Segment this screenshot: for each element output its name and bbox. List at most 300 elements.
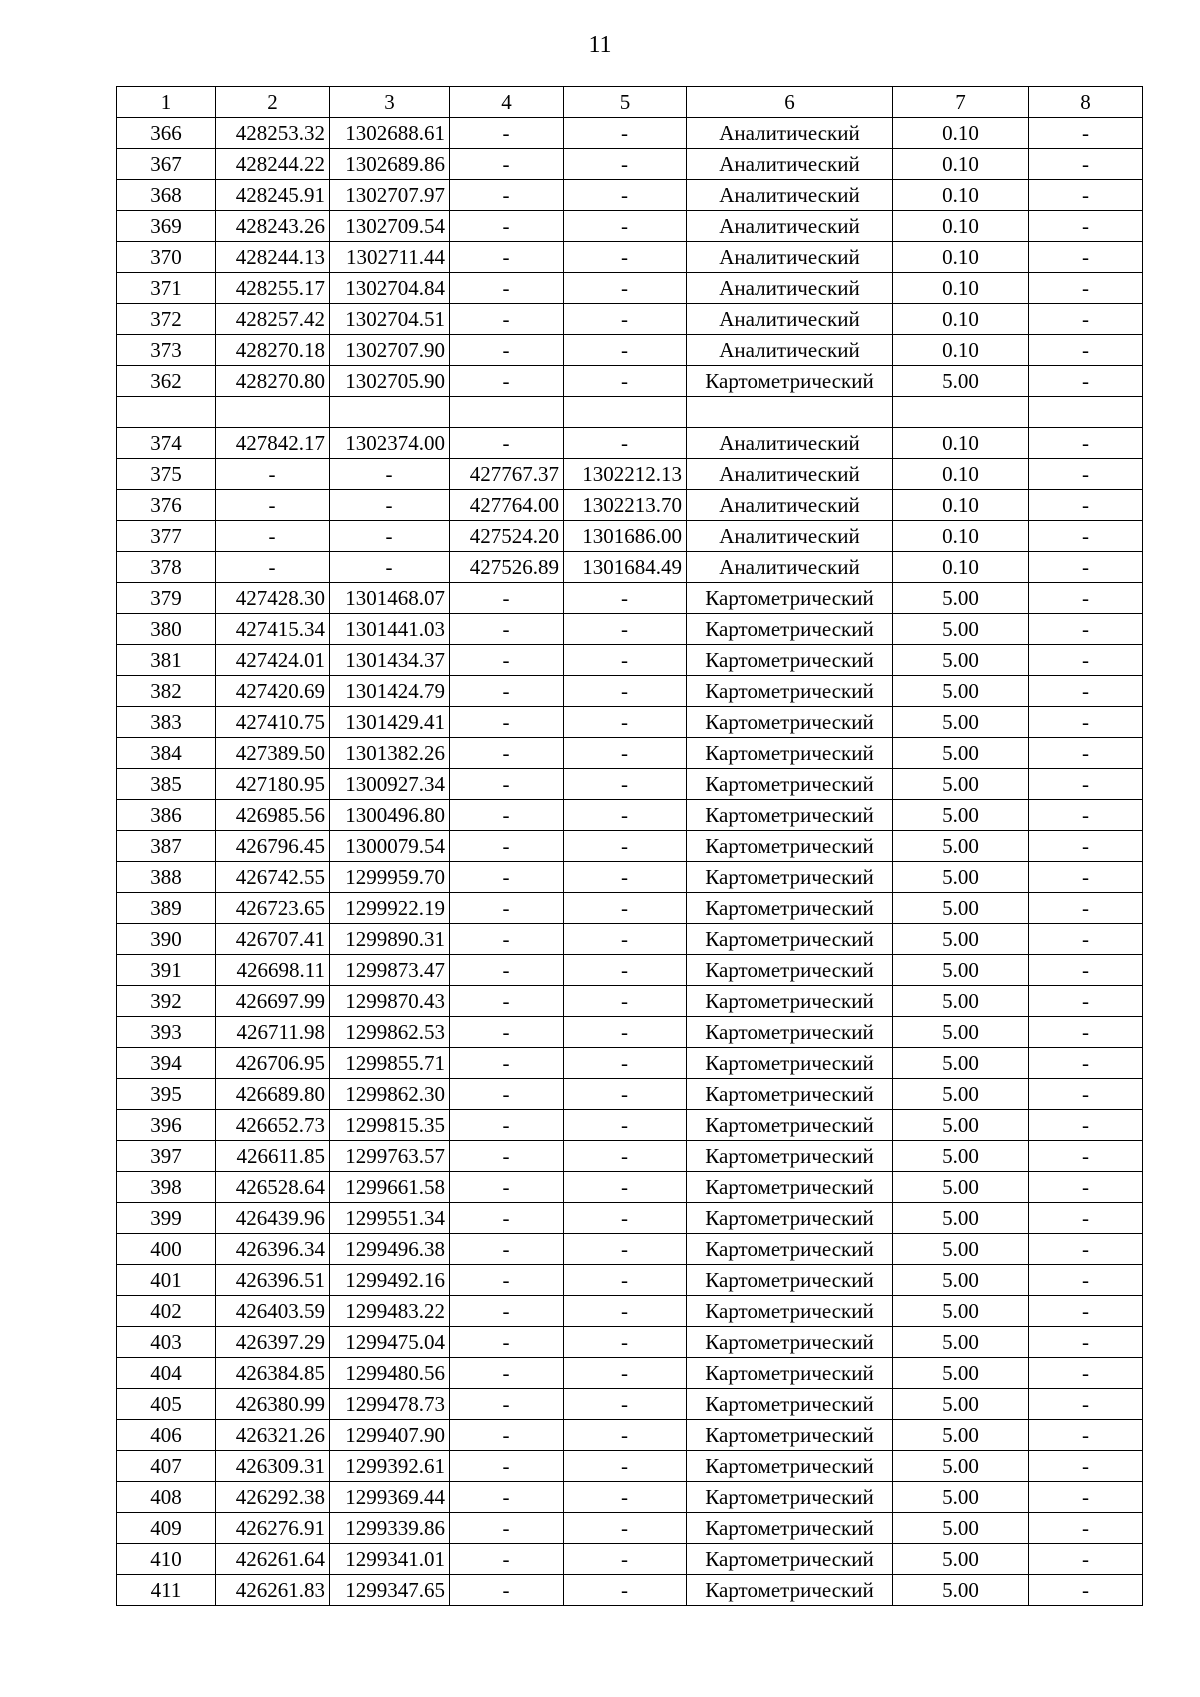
y-alt-coordinate-cell [564, 397, 687, 428]
x-alt-coordinate-cell: - [450, 831, 564, 862]
accuracy-cell: 5.00 [893, 1358, 1029, 1389]
note-cell: - [1029, 676, 1143, 707]
point-number-cell: 402 [117, 1296, 216, 1327]
accuracy-cell: 5.00 [893, 614, 1029, 645]
accuracy-cell: 5.00 [893, 1575, 1029, 1606]
x-coordinate-cell: 427180.95 [216, 769, 330, 800]
method-cell: Аналитический [687, 335, 893, 366]
note-cell: - [1029, 1296, 1143, 1327]
y-coordinate-cell: 1299341.01 [330, 1544, 450, 1575]
x-coordinate-cell: 428270.80 [216, 366, 330, 397]
point-number-cell: 403 [117, 1327, 216, 1358]
table-row [117, 366, 1143, 397]
method-cell: Картометрический [687, 1544, 893, 1575]
method-cell: Картометрический [687, 1296, 893, 1327]
y-alt-coordinate-cell: - [564, 831, 687, 862]
y-alt-coordinate-cell: - [564, 1265, 687, 1296]
y-alt-coordinate-cell: - [564, 800, 687, 831]
method-cell: Аналитический [687, 211, 893, 242]
x-alt-coordinate-cell: - [450, 955, 564, 986]
y-alt-coordinate-cell: - [564, 242, 687, 273]
y-alt-coordinate-cell: - [564, 893, 687, 924]
column-header: 8 [1029, 87, 1143, 118]
x-alt-coordinate-cell: - [450, 1358, 564, 1389]
y-coordinate-cell: 1299347.65 [330, 1575, 450, 1606]
y-coordinate-cell: 1301441.03 [330, 614, 450, 645]
method-cell: Аналитический [687, 149, 893, 180]
note-cell: - [1029, 986, 1143, 1017]
note-cell: - [1029, 738, 1143, 769]
y-coordinate-cell: 1299407.90 [330, 1420, 450, 1451]
note-cell: - [1029, 1265, 1143, 1296]
x-coordinate-cell: 426528.64 [216, 1172, 330, 1203]
note-cell: - [1029, 459, 1143, 490]
point-number-cell: 366 [117, 118, 216, 149]
x-coordinate-cell: 426384.85 [216, 1358, 330, 1389]
method-cell: Аналитический [687, 459, 893, 490]
accuracy-cell: 5.00 [893, 800, 1029, 831]
note-cell: - [1029, 1327, 1143, 1358]
note-cell: - [1029, 1575, 1143, 1606]
note-cell: - [1029, 1110, 1143, 1141]
accuracy-cell: 5.00 [893, 583, 1029, 614]
note-cell: - [1029, 1141, 1143, 1172]
note-cell: - [1029, 118, 1143, 149]
accuracy-cell: 0.10 [893, 118, 1029, 149]
y-coordinate-cell: 1302707.90 [330, 335, 450, 366]
x-coordinate-cell: 427842.17 [216, 428, 330, 459]
note-cell: - [1029, 1513, 1143, 1544]
y-coordinate-cell: 1300079.54 [330, 831, 450, 862]
y-coordinate-cell: 1299763.57 [330, 1141, 450, 1172]
x-coordinate-cell: 426309.31 [216, 1451, 330, 1482]
method-cell: Аналитический [687, 118, 893, 149]
point-number-cell: 407 [117, 1451, 216, 1482]
y-coordinate-cell: 1302709.54 [330, 211, 450, 242]
table-row [117, 1296, 1143, 1327]
accuracy-cell: 5.00 [893, 1017, 1029, 1048]
x-coordinate-cell: 427424.01 [216, 645, 330, 676]
accuracy-cell: 0.10 [893, 552, 1029, 583]
point-number-cell: 374 [117, 428, 216, 459]
table-row [117, 1544, 1143, 1575]
y-coordinate-cell: 1302704.51 [330, 304, 450, 335]
accuracy-cell: 0.10 [893, 273, 1029, 304]
y-coordinate-cell: 1299890.31 [330, 924, 450, 955]
y-alt-coordinate-cell: - [564, 1358, 687, 1389]
note-cell: - [1029, 366, 1143, 397]
y-coordinate-cell: 1299862.53 [330, 1017, 450, 1048]
y-coordinate-cell: 1302707.97 [330, 180, 450, 211]
point-number-cell: 398 [117, 1172, 216, 1203]
y-alt-coordinate-cell: - [564, 1017, 687, 1048]
point-number-cell: 394 [117, 1048, 216, 1079]
x-alt-coordinate-cell: - [450, 707, 564, 738]
x-alt-coordinate-cell: - [450, 924, 564, 955]
point-number-cell: 379 [117, 583, 216, 614]
y-coordinate-cell: 1299480.56 [330, 1358, 450, 1389]
method-cell: Картометрический [687, 1482, 893, 1513]
y-alt-coordinate-cell: - [564, 1389, 687, 1420]
y-alt-coordinate-cell: - [564, 1141, 687, 1172]
method-cell: Картометрический [687, 738, 893, 769]
y-alt-coordinate-cell: - [564, 955, 687, 986]
x-coordinate-cell: 428244.22 [216, 149, 330, 180]
point-number-cell: 411 [117, 1575, 216, 1606]
note-cell: - [1029, 180, 1143, 211]
x-coordinate-cell: 426723.65 [216, 893, 330, 924]
y-coordinate-cell: 1302688.61 [330, 118, 450, 149]
y-alt-coordinate-cell: - [564, 366, 687, 397]
point-number-cell: 395 [117, 1079, 216, 1110]
y-coordinate-cell: 1301424.79 [330, 676, 450, 707]
table-header-row [117, 87, 1143, 118]
x-alt-coordinate-cell: - [450, 1234, 564, 1265]
table-row [117, 335, 1143, 366]
accuracy-cell: 5.00 [893, 862, 1029, 893]
point-number-cell: 388 [117, 862, 216, 893]
table-row [117, 552, 1143, 583]
note-cell: - [1029, 1048, 1143, 1079]
x-coordinate-cell: 426697.99 [216, 986, 330, 1017]
x-alt-coordinate-cell: 427767.37 [450, 459, 564, 490]
x-alt-coordinate-cell: - [450, 1482, 564, 1513]
y-coordinate-cell: 1301434.37 [330, 645, 450, 676]
note-cell: - [1029, 707, 1143, 738]
column-header: 5 [564, 87, 687, 118]
method-cell: Картометрический [687, 645, 893, 676]
x-coordinate-cell: 428270.18 [216, 335, 330, 366]
y-coordinate-cell: 1299478.73 [330, 1389, 450, 1420]
y-alt-coordinate-cell: - [564, 583, 687, 614]
x-coordinate-cell: 426711.98 [216, 1017, 330, 1048]
x-alt-coordinate-cell: 427526.89 [450, 552, 564, 583]
point-number-cell: 380 [117, 614, 216, 645]
note-cell: - [1029, 1079, 1143, 1110]
note-cell: - [1029, 552, 1143, 583]
accuracy-cell: 0.10 [893, 490, 1029, 521]
x-coordinate-cell: 428245.91 [216, 180, 330, 211]
table-body [117, 87, 1143, 1606]
x-alt-coordinate-cell: - [450, 738, 564, 769]
accuracy-cell: 5.00 [893, 1141, 1029, 1172]
method-cell: Аналитический [687, 242, 893, 273]
method-cell: Картометрический [687, 366, 893, 397]
x-alt-coordinate-cell: - [450, 862, 564, 893]
table-row [117, 1141, 1143, 1172]
point-number-cell: 386 [117, 800, 216, 831]
point-number-cell: 410 [117, 1544, 216, 1575]
x-coordinate-cell: - [216, 459, 330, 490]
point-number-cell: 372 [117, 304, 216, 335]
accuracy-cell: 5.00 [893, 1451, 1029, 1482]
x-alt-coordinate-cell: - [450, 1141, 564, 1172]
y-alt-coordinate-cell: - [564, 1482, 687, 1513]
y-coordinate-cell: 1301468.07 [330, 583, 450, 614]
y-coordinate-cell: 1299661.58 [330, 1172, 450, 1203]
accuracy-cell: 0.10 [893, 304, 1029, 335]
x-coordinate-cell: 426652.73 [216, 1110, 330, 1141]
method-cell: Картометрический [687, 1234, 893, 1265]
x-coordinate-cell: 426689.80 [216, 1079, 330, 1110]
note-cell: - [1029, 1234, 1143, 1265]
x-coordinate-cell: 427410.75 [216, 707, 330, 738]
method-cell: Картометрический [687, 1513, 893, 1544]
method-cell: Картометрический [687, 893, 893, 924]
table-row [117, 645, 1143, 676]
table-row [117, 769, 1143, 800]
coordinates-table [116, 86, 1143, 1606]
x-alt-coordinate-cell: - [450, 1327, 564, 1358]
method-cell: Картометрический [687, 800, 893, 831]
x-coordinate-cell: 427415.34 [216, 614, 330, 645]
note-cell: - [1029, 769, 1143, 800]
y-alt-coordinate-cell: - [564, 1451, 687, 1482]
note-cell: - [1029, 645, 1143, 676]
point-number-cell: 409 [117, 1513, 216, 1544]
method-cell: Картометрический [687, 1327, 893, 1358]
x-alt-coordinate-cell: - [450, 583, 564, 614]
accuracy-cell: 5.00 [893, 707, 1029, 738]
table-row [117, 149, 1143, 180]
point-number-cell: 393 [117, 1017, 216, 1048]
table-row [117, 893, 1143, 924]
x-alt-coordinate-cell: - [450, 1079, 564, 1110]
x-alt-coordinate-cell: - [450, 1017, 564, 1048]
y-alt-coordinate-cell: - [564, 180, 687, 211]
y-coordinate-cell: 1299496.38 [330, 1234, 450, 1265]
x-alt-coordinate-cell: - [450, 1296, 564, 1327]
point-number-cell: 389 [117, 893, 216, 924]
x-alt-coordinate-cell: - [450, 769, 564, 800]
accuracy-cell: 5.00 [893, 1172, 1029, 1203]
x-alt-coordinate-cell: - [450, 428, 564, 459]
accuracy-cell: 5.00 [893, 1079, 1029, 1110]
table-row [117, 1513, 1143, 1544]
note-cell: - [1029, 862, 1143, 893]
y-coordinate-cell: 1299369.44 [330, 1482, 450, 1513]
accuracy-cell: 5.00 [893, 1420, 1029, 1451]
x-alt-coordinate-cell: - [450, 1048, 564, 1079]
table-row [117, 1482, 1143, 1513]
accuracy-cell: 5.00 [893, 1389, 1029, 1420]
table-row [117, 676, 1143, 707]
note-cell: - [1029, 1172, 1143, 1203]
y-alt-coordinate-cell: - [564, 304, 687, 335]
point-number-cell: 373 [117, 335, 216, 366]
y-alt-coordinate-cell: - [564, 118, 687, 149]
method-cell: Картометрический [687, 1048, 893, 1079]
method-cell: Картометрический [687, 831, 893, 862]
method-cell: Картометрический [687, 583, 893, 614]
note-cell: - [1029, 583, 1143, 614]
table-row [117, 459, 1143, 490]
point-number-cell: 367 [117, 149, 216, 180]
x-coordinate-cell: - [216, 521, 330, 552]
point-number-cell: 383 [117, 707, 216, 738]
note-cell: - [1029, 149, 1143, 180]
method-cell: Картометрический [687, 924, 893, 955]
table-row [117, 242, 1143, 273]
x-alt-coordinate-cell: - [450, 1544, 564, 1575]
accuracy-cell: 5.00 [893, 1544, 1029, 1575]
y-coordinate-cell: 1302711.44 [330, 242, 450, 273]
y-alt-coordinate-cell: - [564, 614, 687, 645]
table-row [117, 1575, 1143, 1606]
y-alt-coordinate-cell: - [564, 986, 687, 1017]
accuracy-cell: 0.10 [893, 459, 1029, 490]
y-alt-coordinate-cell: - [564, 1575, 687, 1606]
note-cell: - [1029, 1389, 1143, 1420]
method-cell: Картометрический [687, 1079, 893, 1110]
note-cell: - [1029, 614, 1143, 645]
page-number: 11 [588, 32, 612, 58]
table-row [117, 800, 1143, 831]
x-alt-coordinate-cell: - [450, 1389, 564, 1420]
table-row [117, 1358, 1143, 1389]
x-alt-coordinate-cell: - [450, 1420, 564, 1451]
table-row [117, 955, 1143, 986]
point-number-cell: 400 [117, 1234, 216, 1265]
method-cell: Картометрический [687, 1265, 893, 1296]
y-alt-coordinate-cell: - [564, 862, 687, 893]
y-alt-coordinate-cell: - [564, 335, 687, 366]
accuracy-cell: 5.00 [893, 1203, 1029, 1234]
y-coordinate-cell: 1299862.30 [330, 1079, 450, 1110]
x-coordinate-cell: 428255.17 [216, 273, 330, 304]
table-row [117, 180, 1143, 211]
x-coordinate-cell: 426611.85 [216, 1141, 330, 1172]
y-coordinate-cell: 1299870.43 [330, 986, 450, 1017]
x-alt-coordinate-cell: 427764.00 [450, 490, 564, 521]
accuracy-cell: 5.00 [893, 1296, 1029, 1327]
point-number-cell [117, 397, 216, 428]
accuracy-cell: 5.00 [893, 1048, 1029, 1079]
method-cell: Картометрический [687, 1420, 893, 1451]
x-alt-coordinate-cell: - [450, 1451, 564, 1482]
table-row [117, 118, 1143, 149]
x-alt-coordinate-cell: - [450, 1575, 564, 1606]
y-alt-coordinate-cell: - [564, 1296, 687, 1327]
x-coordinate-cell: 426439.96 [216, 1203, 330, 1234]
note-cell: - [1029, 831, 1143, 862]
point-number-cell: 370 [117, 242, 216, 273]
table-row [117, 1234, 1143, 1265]
y-coordinate-cell: 1301382.26 [330, 738, 450, 769]
table-row [117, 831, 1143, 862]
table-row [117, 1451, 1143, 1482]
note-cell: - [1029, 800, 1143, 831]
table-row [117, 707, 1143, 738]
point-number-cell: 382 [117, 676, 216, 707]
x-alt-coordinate-cell: - [450, 211, 564, 242]
column-header: 4 [450, 87, 564, 118]
point-number-cell: 385 [117, 769, 216, 800]
method-cell: Картометрический [687, 676, 893, 707]
x-alt-coordinate-cell: - [450, 180, 564, 211]
x-coordinate-cell: 426380.99 [216, 1389, 330, 1420]
x-coordinate-cell: 427389.50 [216, 738, 330, 769]
table-row [117, 428, 1143, 459]
accuracy-cell: 5.00 [893, 676, 1029, 707]
y-alt-coordinate-cell: - [564, 676, 687, 707]
point-number-cell: 404 [117, 1358, 216, 1389]
x-alt-coordinate-cell: - [450, 676, 564, 707]
y-alt-coordinate-cell: - [564, 1420, 687, 1451]
note-cell: - [1029, 1358, 1143, 1389]
x-alt-coordinate-cell: - [450, 645, 564, 676]
y-coordinate-cell: 1299959.70 [330, 862, 450, 893]
note-cell: - [1029, 335, 1143, 366]
x-coordinate-cell: 428257.42 [216, 304, 330, 335]
x-alt-coordinate-cell: - [450, 366, 564, 397]
x-coordinate-cell: 426261.83 [216, 1575, 330, 1606]
y-coordinate-cell: 1299483.22 [330, 1296, 450, 1327]
point-number-cell: 377 [117, 521, 216, 552]
accuracy-cell: 5.00 [893, 1513, 1029, 1544]
y-coordinate-cell: 1302374.00 [330, 428, 450, 459]
method-cell: Аналитический [687, 304, 893, 335]
table-row [117, 1203, 1143, 1234]
x-coordinate-cell: 426985.56 [216, 800, 330, 831]
table-row [117, 1110, 1143, 1141]
y-alt-coordinate-cell: - [564, 428, 687, 459]
method-cell: Картометрический [687, 1358, 893, 1389]
y-alt-coordinate-cell: - [564, 1513, 687, 1544]
x-alt-coordinate-cell: - [450, 149, 564, 180]
method-cell: Аналитический [687, 521, 893, 552]
accuracy-cell: 5.00 [893, 831, 1029, 862]
table-row [117, 924, 1143, 955]
x-coordinate-cell: 426276.91 [216, 1513, 330, 1544]
y-alt-coordinate-cell: - [564, 1110, 687, 1141]
x-coordinate-cell: 428244.13 [216, 242, 330, 273]
y-alt-coordinate-cell: - [564, 1079, 687, 1110]
y-alt-coordinate-cell: 1301684.49 [564, 552, 687, 583]
y-coordinate-cell: 1299815.35 [330, 1110, 450, 1141]
x-coordinate-cell: 428243.26 [216, 211, 330, 242]
point-number-cell: 362 [117, 366, 216, 397]
note-cell: - [1029, 893, 1143, 924]
y-alt-coordinate-cell: - [564, 273, 687, 304]
accuracy-cell: 5.00 [893, 924, 1029, 955]
x-coordinate-cell: 426707.41 [216, 924, 330, 955]
note-cell: - [1029, 211, 1143, 242]
x-coordinate-cell: 426698.11 [216, 955, 330, 986]
accuracy-cell: 0.10 [893, 428, 1029, 459]
point-number-cell: 405 [117, 1389, 216, 1420]
table-row [117, 397, 1143, 428]
note-cell: - [1029, 521, 1143, 552]
x-coordinate-cell: 427428.30 [216, 583, 330, 614]
method-cell: Картометрический [687, 769, 893, 800]
y-alt-coordinate-cell: - [564, 211, 687, 242]
note-cell: - [1029, 1203, 1143, 1234]
table-row [117, 1389, 1143, 1420]
table-row [117, 521, 1143, 552]
point-number-cell: 381 [117, 645, 216, 676]
method-cell: Аналитический [687, 490, 893, 521]
point-number-cell: 369 [117, 211, 216, 242]
x-coordinate-cell: 426396.34 [216, 1234, 330, 1265]
y-coordinate-cell: 1299855.71 [330, 1048, 450, 1079]
note-cell: - [1029, 490, 1143, 521]
point-number-cell: 375 [117, 459, 216, 490]
table-row [117, 304, 1143, 335]
method-cell [687, 397, 893, 428]
y-alt-coordinate-cell: - [564, 1048, 687, 1079]
point-number-cell: 392 [117, 986, 216, 1017]
